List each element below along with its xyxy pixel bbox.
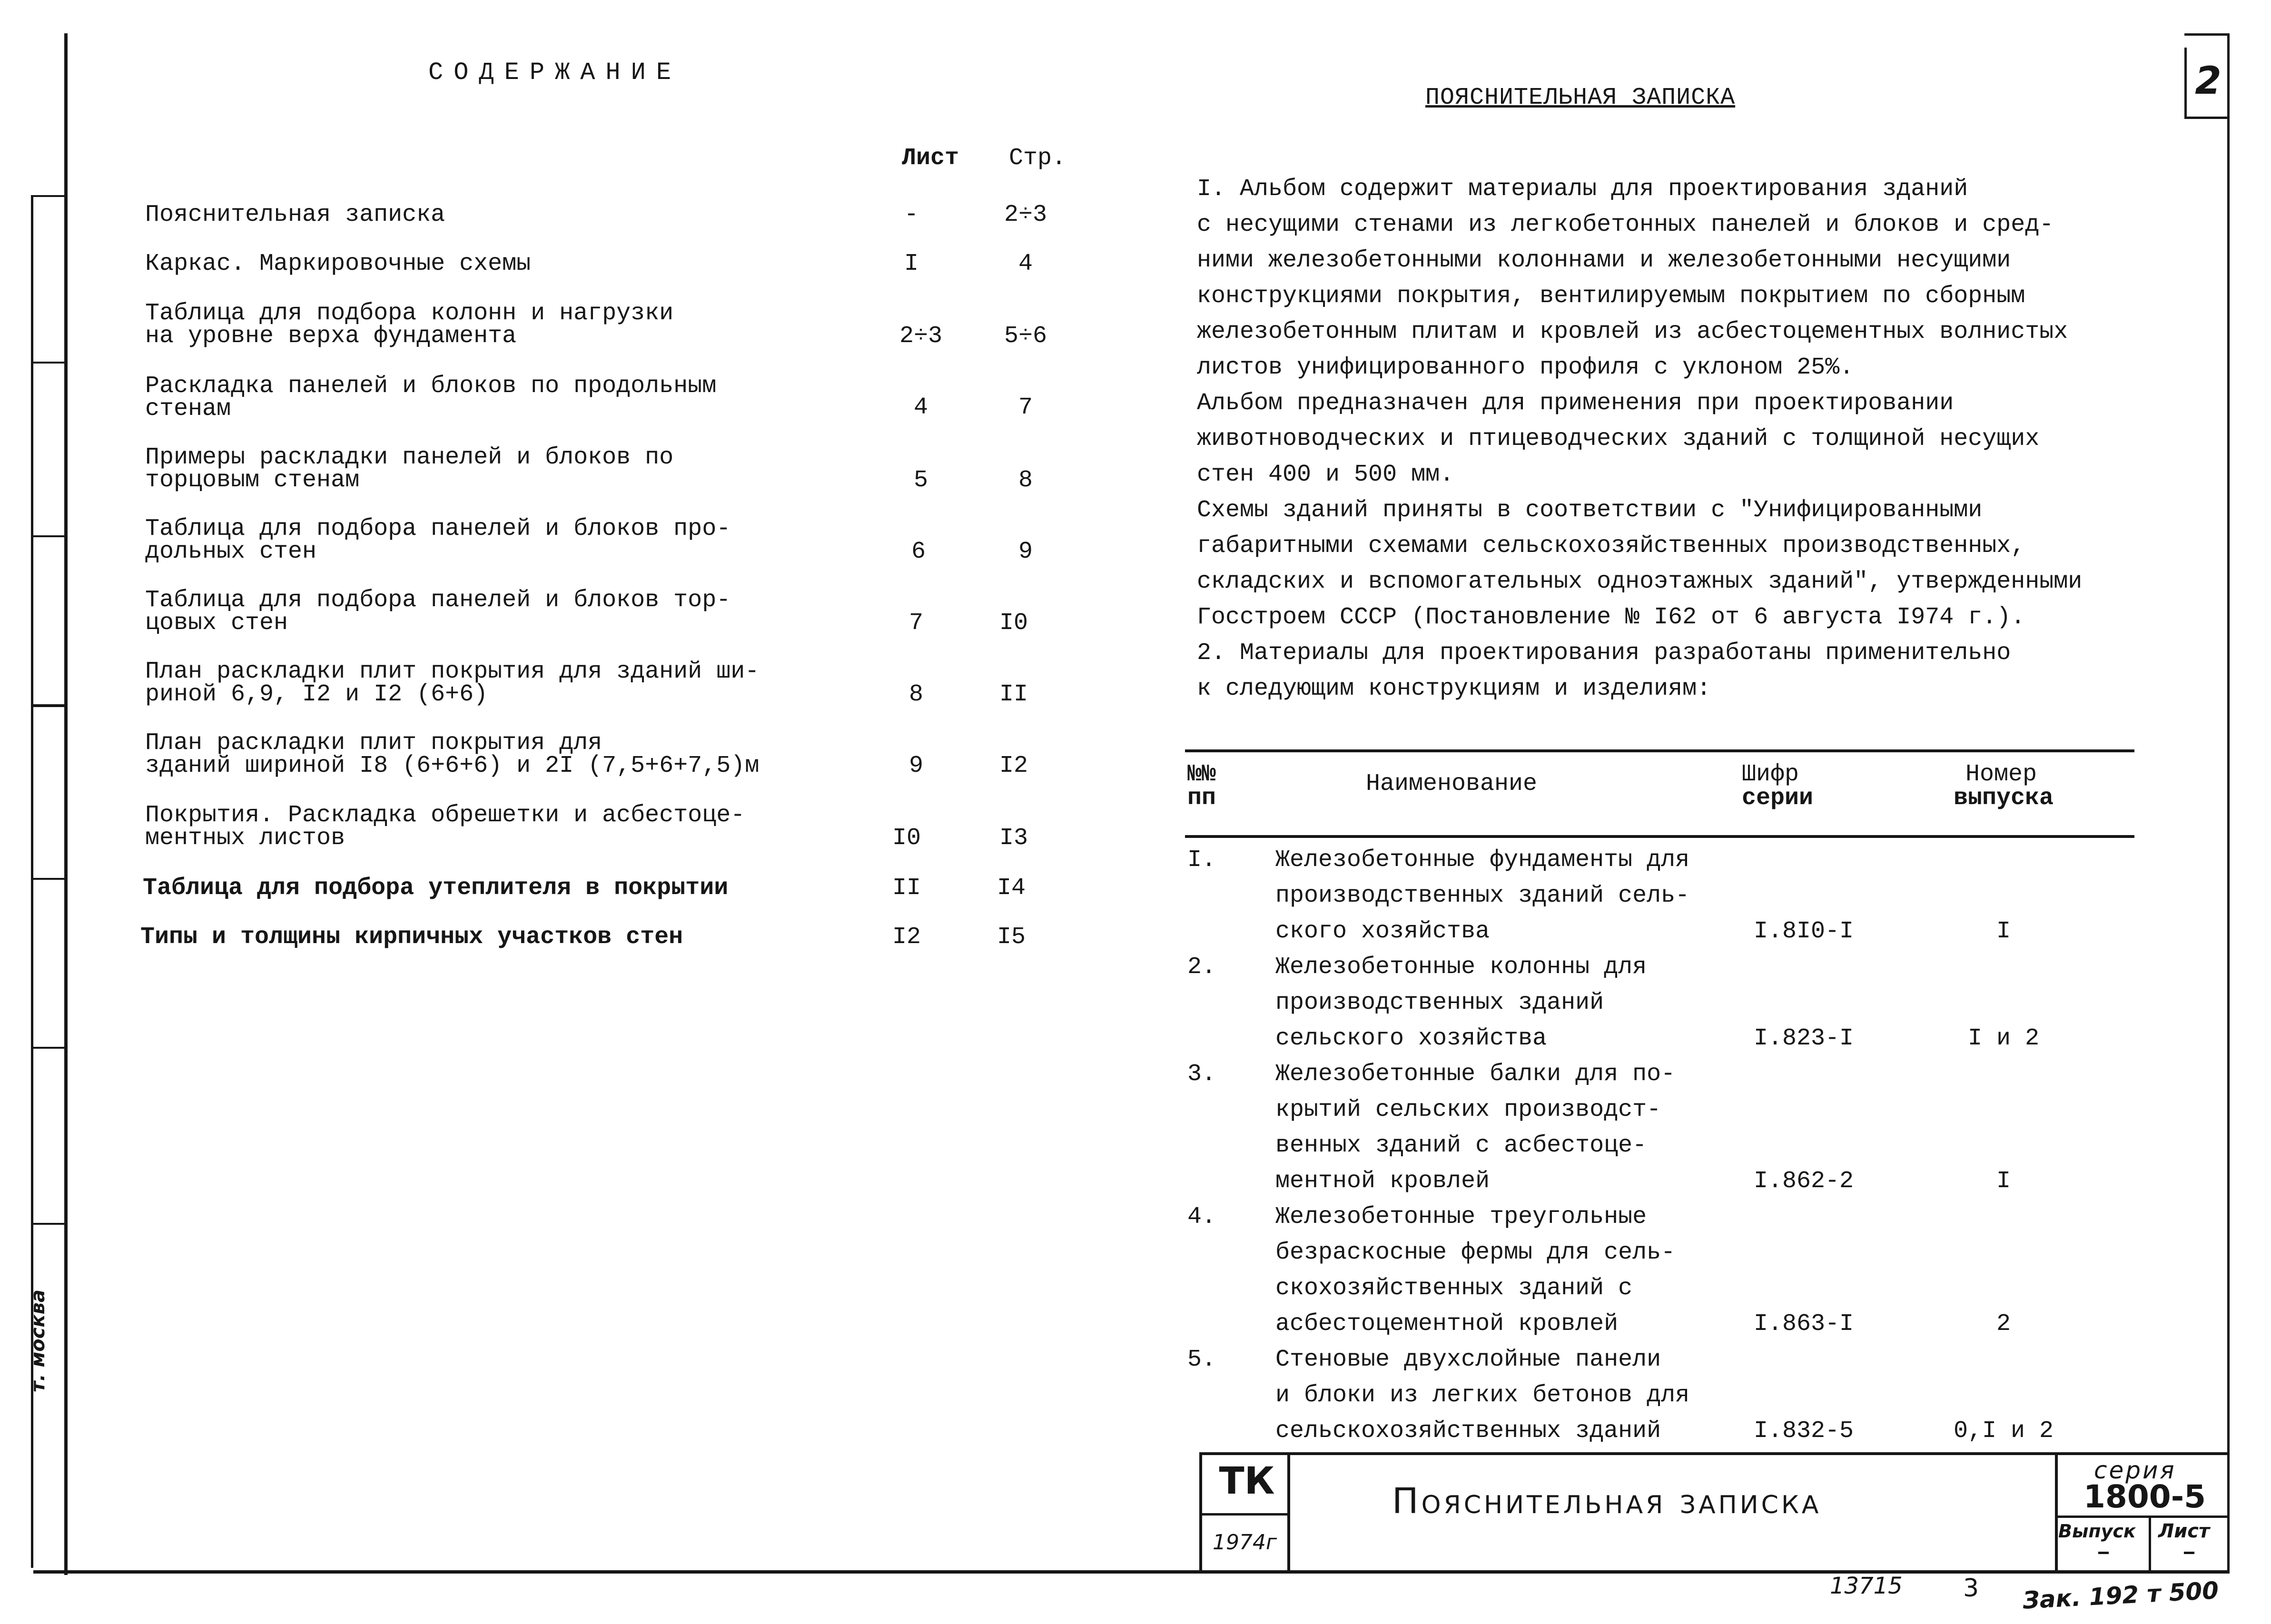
stamp-issue-label: Выпуск — [2058, 1521, 2136, 1542]
table-row-name: Железобетонные фундаменты для — [1275, 846, 1690, 874]
table-row-code: I.823-I — [1753, 1025, 1854, 1052]
table-row-issue: I — [1996, 918, 2011, 945]
contents-row-sheet: II — [892, 875, 921, 902]
contents-row-sheet: 5 — [913, 467, 928, 494]
contents-row-sheet: 4 — [913, 394, 928, 421]
note-line: I. Альбом содержит материалы для проектирования зданий — [1197, 176, 1968, 203]
table-top-rule — [1185, 749, 2134, 752]
bottom-number-2: 3 — [1963, 1574, 1979, 1603]
table-row-num: I. — [1187, 846, 1216, 874]
table-row-num: 5. — [1187, 1346, 1216, 1373]
contents-row-sheet: 6 — [911, 538, 926, 565]
contents-row-page: I4 — [997, 875, 1026, 902]
frame-top-right-line — [2184, 33, 2230, 36]
stamp-left-rule — [1199, 1452, 1202, 1571]
contents-row-sheet: 2÷3 — [899, 323, 942, 350]
contents-row-sheet: - — [904, 201, 918, 228]
contents-row-name: План раскладки плит покрытия для зданий ши- — [145, 658, 760, 685]
contents-row-name-cont: риной 6,9, I2 и I2 (6+6) — [145, 681, 488, 708]
contents-title: СОДЕРЖАНИЕ — [428, 59, 682, 87]
binding-tick — [31, 1047, 67, 1049]
contents-row-sheet: 9 — [908, 752, 923, 779]
table-row-num: 3. — [1187, 1061, 1216, 1088]
contents-row-page: I5 — [997, 924, 1026, 951]
binding-tick — [31, 362, 67, 364]
note-line: животноводческих и птицеводческих зданий с толщиной несущих — [1197, 425, 2040, 453]
page-number: 2 — [2195, 59, 2222, 103]
note-line: Схемы зданий приняты в соответствии с "Унифицированными — [1197, 497, 1983, 524]
note-line: 2. Материалы для проектирования разработаны применительно — [1197, 640, 2011, 667]
stamp-series-divider — [2055, 1452, 2058, 1571]
table-header-num: №№ — [1187, 761, 1216, 788]
table-row-num: 4. — [1187, 1203, 1216, 1230]
stamp-series-hline — [2055, 1516, 2229, 1518]
note-line: конструкциями покрытия, вентилируемым покрытием по сборным — [1197, 283, 2025, 310]
note-line: Альбом предназначен для применения при проектировании — [1197, 390, 1954, 417]
table-header-rule — [1185, 835, 2134, 838]
contents-col-page-header: Стр. — [1009, 145, 1066, 172]
table-row-name: Железобетонные балки для по- — [1275, 1061, 1676, 1088]
note-line: стен 400 и 500 мм. — [1197, 461, 1454, 488]
binding-tick — [31, 1223, 67, 1225]
table-row-code: I.862-2 — [1753, 1168, 1854, 1195]
table-row-name-cont: венных зданий с асбестоце- — [1275, 1132, 1647, 1159]
table-row-name-cont: ского хозяйства — [1275, 918, 1490, 945]
table-row-name-cont: безраскосные фермы для сель- — [1275, 1239, 1676, 1266]
table-row-name-cont: сельского хозяйства — [1275, 1025, 1547, 1052]
contents-row-name: Таблица для подбора панелей и блоков тор- — [145, 587, 731, 614]
note-line: Госстроем СССР (Постановление № I62 от 6 августа I974 г.). — [1197, 604, 2025, 631]
side-city-label: т. москва — [27, 1289, 49, 1392]
table-row-name-cont: и блоки из легких бетонов для — [1275, 1382, 1690, 1409]
table-row-name-cont: сельскохозяйственных зданий — [1275, 1417, 1661, 1445]
table-row-issue: I и 2 — [1967, 1025, 2040, 1052]
table-row-num: 2. — [1187, 954, 1216, 981]
note-line: габаритными схемами сельскохозяйственных производственных, — [1197, 532, 2025, 560]
contents-row-page: 2÷3 — [1004, 201, 1047, 228]
contents-row-name-cont: цовых стен — [145, 610, 288, 637]
table-row-name-cont: производственных зданий — [1275, 989, 1604, 1016]
stamp-series-label: серия — [2094, 1457, 2176, 1484]
table-row-name: Железобетонные колонны для — [1275, 954, 1647, 981]
table-row-name-cont: скохозяйственных зданий с — [1275, 1275, 1633, 1302]
table-header-issue-2: выпуска — [1954, 785, 2054, 812]
table-header-name: Наименование — [1366, 770, 1538, 797]
table-row-code: I.8I0-I — [1753, 918, 1854, 945]
stamp-org-hline — [1199, 1513, 1290, 1516]
contents-row-name: Примеры раскладки панелей и блоков по — [145, 444, 674, 471]
contents-row-sheet: I0 — [892, 825, 921, 852]
contents-row-page: II — [999, 681, 1028, 708]
contents-row-name-cont: ментных листов — [145, 825, 346, 852]
table-header-code-2: серии — [1742, 785, 1814, 812]
table-header-code: Шифр — [1742, 761, 1799, 788]
stamp-title: Пояснительная записка — [1392, 1481, 1822, 1522]
contents-row-page: 7 — [1018, 394, 1033, 421]
binding-tick — [31, 704, 67, 707]
contents-col-sheet-header: Лист — [902, 145, 959, 172]
contents-row-name: Таблица для подбора утеплителя в покрытии — [143, 875, 729, 902]
contents-row-page: I0 — [999, 610, 1028, 637]
frame-right-line — [2227, 33, 2230, 1574]
contents-row-page: 5÷6 — [1004, 323, 1047, 350]
contents-row-sheet: I — [904, 250, 918, 277]
contents-row-name-cont: зданий шириной I8 (6+6+6) и 2I (7,5+6+7,5)м — [145, 752, 760, 779]
note-line: железобетонным плитам и кровлей из асбестоцементных волнистых — [1197, 318, 2068, 345]
note-line: складских и вспомогательных одноэтажных зданий", утвержденными — [1197, 568, 2083, 595]
note-line: к следующим конструкциям и изделиям: — [1197, 675, 1711, 702]
contents-row-sheet: 7 — [908, 610, 923, 637]
contents-row-name: Таблица для подбора панелей и блоков про- — [145, 515, 731, 542]
frame-left-line — [64, 33, 68, 1575]
binding-tick — [31, 535, 67, 537]
note-line: с несущими стенами из легкобетонных панелей и блоков и сред- — [1197, 211, 2054, 238]
table-row-name-cont: асбестоцементной кровлей — [1275, 1310, 1619, 1338]
note-title: ПОЯСНИТЕЛЬНАЯ ЗАПИСКА — [1425, 84, 1736, 111]
contents-row-name: Типы и толщины кирпичных участков стен — [140, 924, 683, 951]
stamp-org: ТК — [1219, 1460, 1275, 1503]
contents-row-name: Раскладка панелей и блоков по продольным — [145, 373, 717, 400]
contents-row-page: 4 — [1018, 250, 1033, 277]
contents-row-name-cont: стенам — [145, 395, 231, 423]
bottom-order-note: Зак. 192 т 500 — [2022, 1576, 2220, 1614]
contents-row-name-cont: торцовым стенам — [145, 467, 360, 494]
stamp-sheet-label: Лист — [2158, 1520, 2210, 1542]
contents-row-name-cont: на уровне верха фундамента — [145, 323, 517, 350]
table-row-name: Стеновые двухслойные панели — [1275, 1346, 1661, 1373]
contents-row-name: Покрытия. Раскладка обрешетки и асбестоце- — [145, 802, 745, 829]
contents-row-name: Каркас. Маркировочные схемы — [145, 250, 531, 277]
table-row-code: I.832-5 — [1753, 1417, 1854, 1445]
contents-row-page: I2 — [999, 752, 1028, 779]
table-row-name-cont: крытий сельских производст- — [1275, 1096, 1661, 1123]
table-row-name: Железобетонные треугольные — [1275, 1203, 1647, 1230]
table-row-code: I.863-I — [1753, 1310, 1854, 1338]
note-line: листов унифицированного профиля с уклоном 25%. — [1197, 354, 1854, 381]
table-header-num-2: пп — [1187, 785, 1216, 812]
bottom-number-1: 13715 — [1830, 1573, 1903, 1599]
contents-row-page: I3 — [999, 825, 1028, 852]
contents-row-sheet: I2 — [892, 924, 921, 951]
binding-tick — [31, 195, 67, 197]
contents-row-page: 9 — [1018, 538, 1033, 565]
table-row-issue: 2 — [1996, 1310, 2011, 1338]
table-row-name-cont: ментной кровлей — [1275, 1168, 1490, 1195]
stamp-sheet-value: – — [2182, 1539, 2196, 1566]
stamp-top-rule — [1199, 1452, 2229, 1455]
contents-row-page: 8 — [1018, 467, 1033, 494]
contents-row-name-cont: дольных стен — [145, 538, 317, 565]
contents-row-name: План раскладки плит покрытия для — [145, 729, 602, 757]
table-row-issue: I — [1996, 1168, 2011, 1195]
binding-tick — [31, 878, 67, 880]
stamp-year: 1974г — [1213, 1530, 1277, 1555]
contents-row-name: Пояснительная записка — [145, 201, 445, 228]
contents-row-name: Таблица для подбора колонн и нагрузки — [145, 300, 674, 327]
stamp-org-divider — [1287, 1452, 1290, 1571]
note-line: ними железобетонными колоннами и железобетонными несущими — [1197, 247, 2011, 274]
table-row-issue: 0,I и 2 — [1953, 1417, 2054, 1445]
table-header-issue: Номер — [1965, 761, 2037, 788]
stamp-issue-value: – — [2096, 1539, 2111, 1566]
contents-row-sheet: 8 — [908, 681, 923, 708]
stamp-series-value: 1800-5 — [2083, 1478, 2206, 1515]
table-row-name-cont: производственных зданий сель- — [1275, 882, 1690, 909]
